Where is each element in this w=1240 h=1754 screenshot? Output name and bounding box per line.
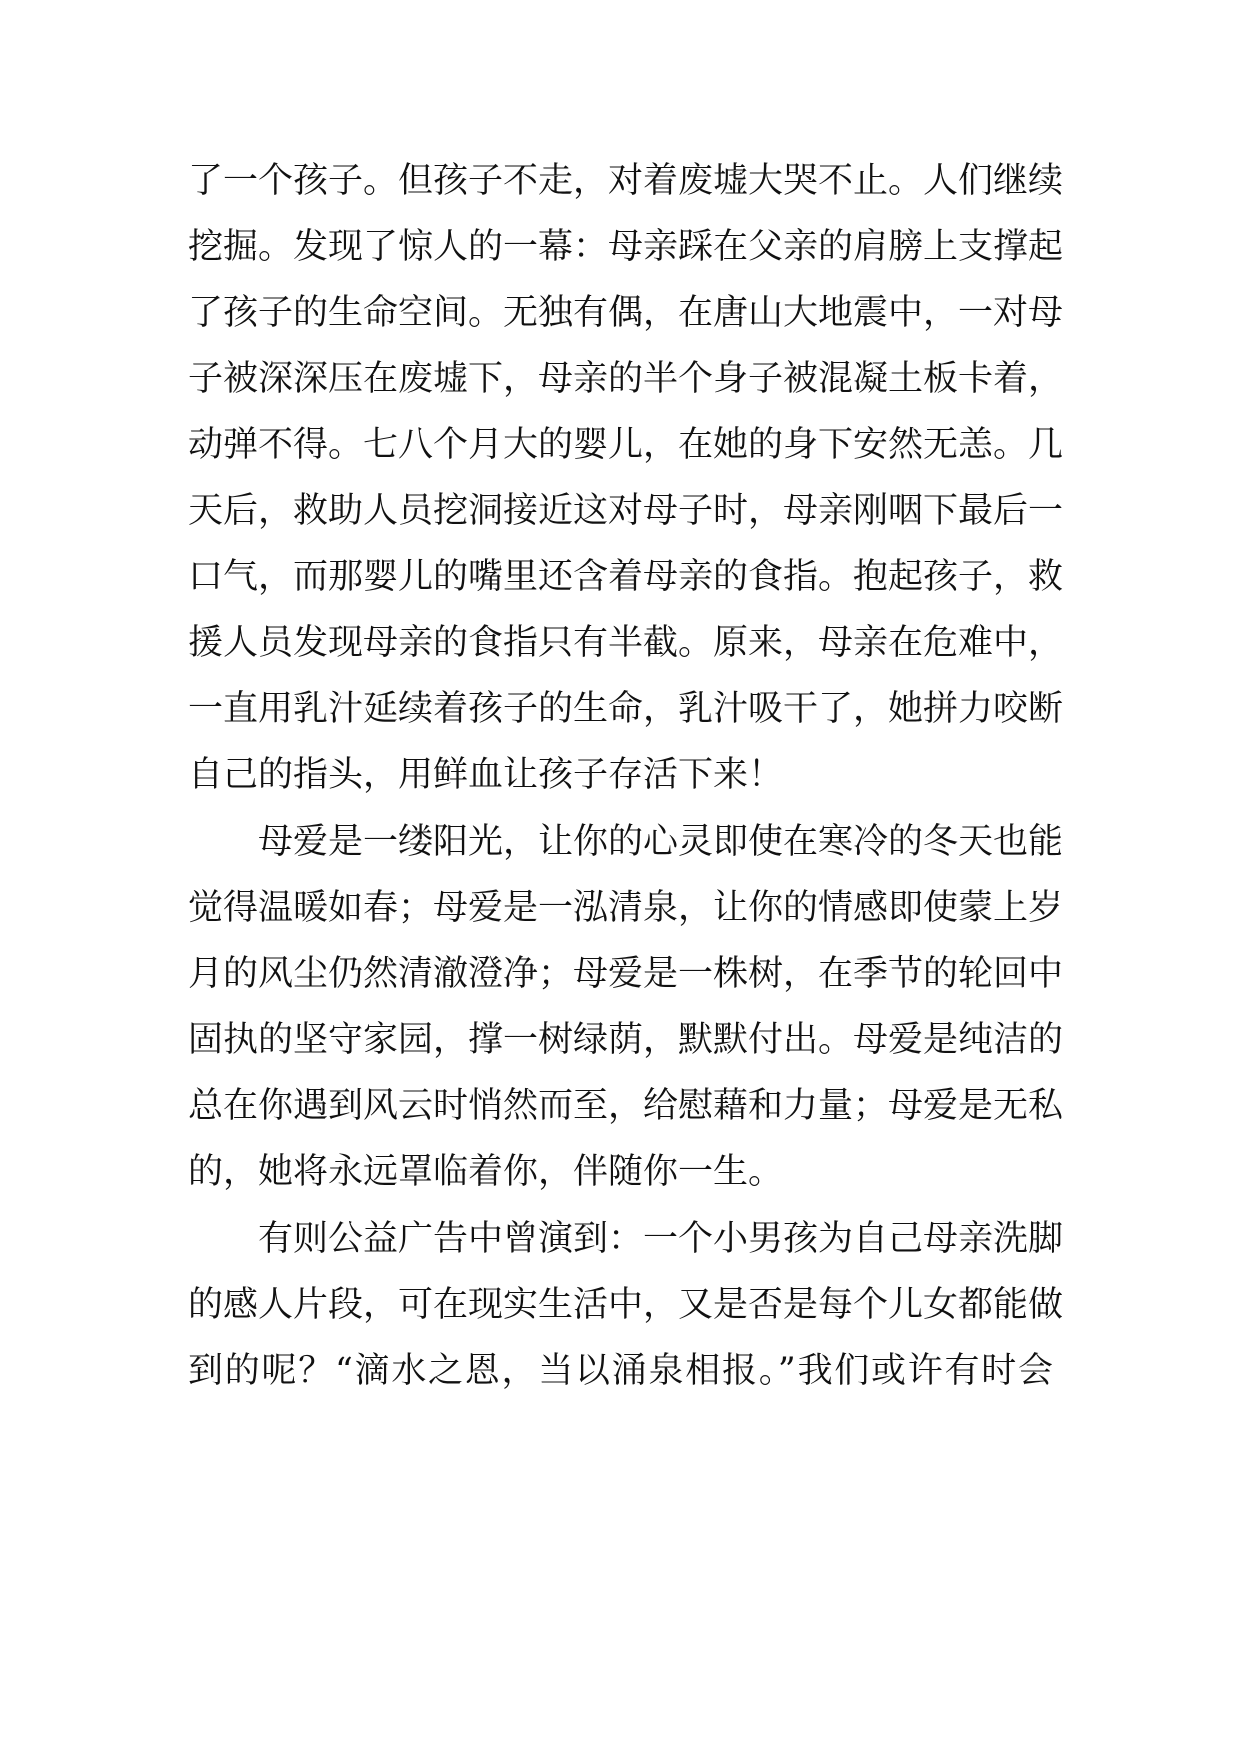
paragraph-3-line-2: 的感人片段，可在现实生活中，又是否是每个儿女都能做 xyxy=(188,1285,1064,1325)
paragraph-1-line-2: 挖掘。发现了惊人的一幕：母亲踩在父亲的肩膀上支撑起 xyxy=(188,227,1064,267)
paragraph-1-line-5: 动弹不得。七八个月大的婴儿，在她的身下安然无恙。几 xyxy=(188,425,1064,465)
paragraph-3-line-1: 有则公益广告中曾演到：一个小男孩为自己母亲洗脚 xyxy=(258,1219,1064,1259)
paragraph-1-line-9: 一直用乳汁延续着孩子的生命，乳汁吸干了，她拼力咬断 xyxy=(188,689,1064,729)
paragraph-3-line-3: 到的呢？“滴水之恩，当以涌泉相报。”我们或许有时会 xyxy=(188,1351,1053,1391)
paragraph-1-line-7: 口气，而那婴儿的嘴里还含着母亲的食指。抱起孩子，救 xyxy=(188,557,1064,597)
paragraph-2-line-2: 觉得温暖如春；母爱是一泓清泉，让你的情感即使蒙上岁 xyxy=(188,888,1064,928)
paragraph-2-line-4: 固执的坚守家园，撑一树绿荫，默默付出。母爱是纯洁的 xyxy=(188,1020,1064,1060)
paragraph-2-line-6: 的，她将永远罩临着你，伴随你一生。 xyxy=(188,1152,784,1192)
paragraph-1-line-10: 自己的指头，用鲜血让孩子存活下来！ xyxy=(188,755,784,795)
paragraph-1-line-8: 援人员发现母亲的食指只有半截。原来，母亲在危难中， xyxy=(188,623,1064,663)
paragraph-1-line-3: 了孩子的生命空间。无独有偶，在唐山大地震中，一对母 xyxy=(188,293,1064,333)
paragraph-2-line-3: 月的风尘仍然清澈澄净；母爱是一株树，在季节的轮回中 xyxy=(188,954,1064,994)
paragraph-2-line-1: 母爱是一缕阳光，让你的心灵即使在寒冷的冬天也能 xyxy=(258,822,1064,862)
paragraph-1-line-4: 子被深深压在废墟下，母亲的半个身子被混凝土板卡着， xyxy=(188,359,1064,399)
paragraph-2-line-5: 总在你遇到风云时悄然而至，给慰藉和力量；母爱是无私 xyxy=(188,1086,1064,1126)
paragraph-1-line-6: 天后，救助人员挖洞接近这对母子时，母亲刚咽下最后一 xyxy=(188,491,1064,531)
paragraph-1-line-1: 了一个孩子。但孩子不走，对着废墟大哭不止。人们继续 xyxy=(188,161,1064,201)
